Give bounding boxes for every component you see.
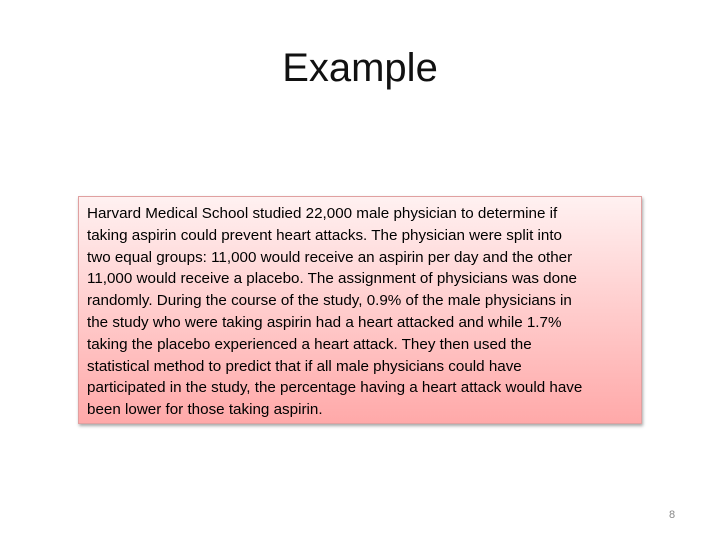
body-line: taking aspirin could prevent heart attacks. The physician were split into [87, 226, 563, 244]
slide-title: Example [282, 46, 438, 90]
body-line: participated in the study, the percentage having a heart attack would have [87, 379, 583, 397]
body-line: randomly. During the course of the study, 0.9% of the male physicians in [87, 292, 572, 310]
body-line: statistical method to predict that if all male physicians could have [87, 357, 522, 375]
body-line: taking the placebo experienced a heart attack. They then used the [87, 335, 532, 353]
slide-number: 8 [668, 509, 676, 521]
body-line: been lower for those taking aspirin. [87, 401, 323, 419]
body-line: Harvard Medical School studied 22,000 male physician to determine if [87, 205, 558, 222]
body-line: the study who were taking aspirin had a heart attacked and while 1.7% [87, 313, 562, 331]
example-text-box [78, 196, 642, 424]
body-line: 11,000 would receive a placebo. The assignment of physicians was done [87, 270, 577, 288]
body-line: two equal groups: 11,000 would receive an aspirin per day and the other [87, 248, 573, 266]
